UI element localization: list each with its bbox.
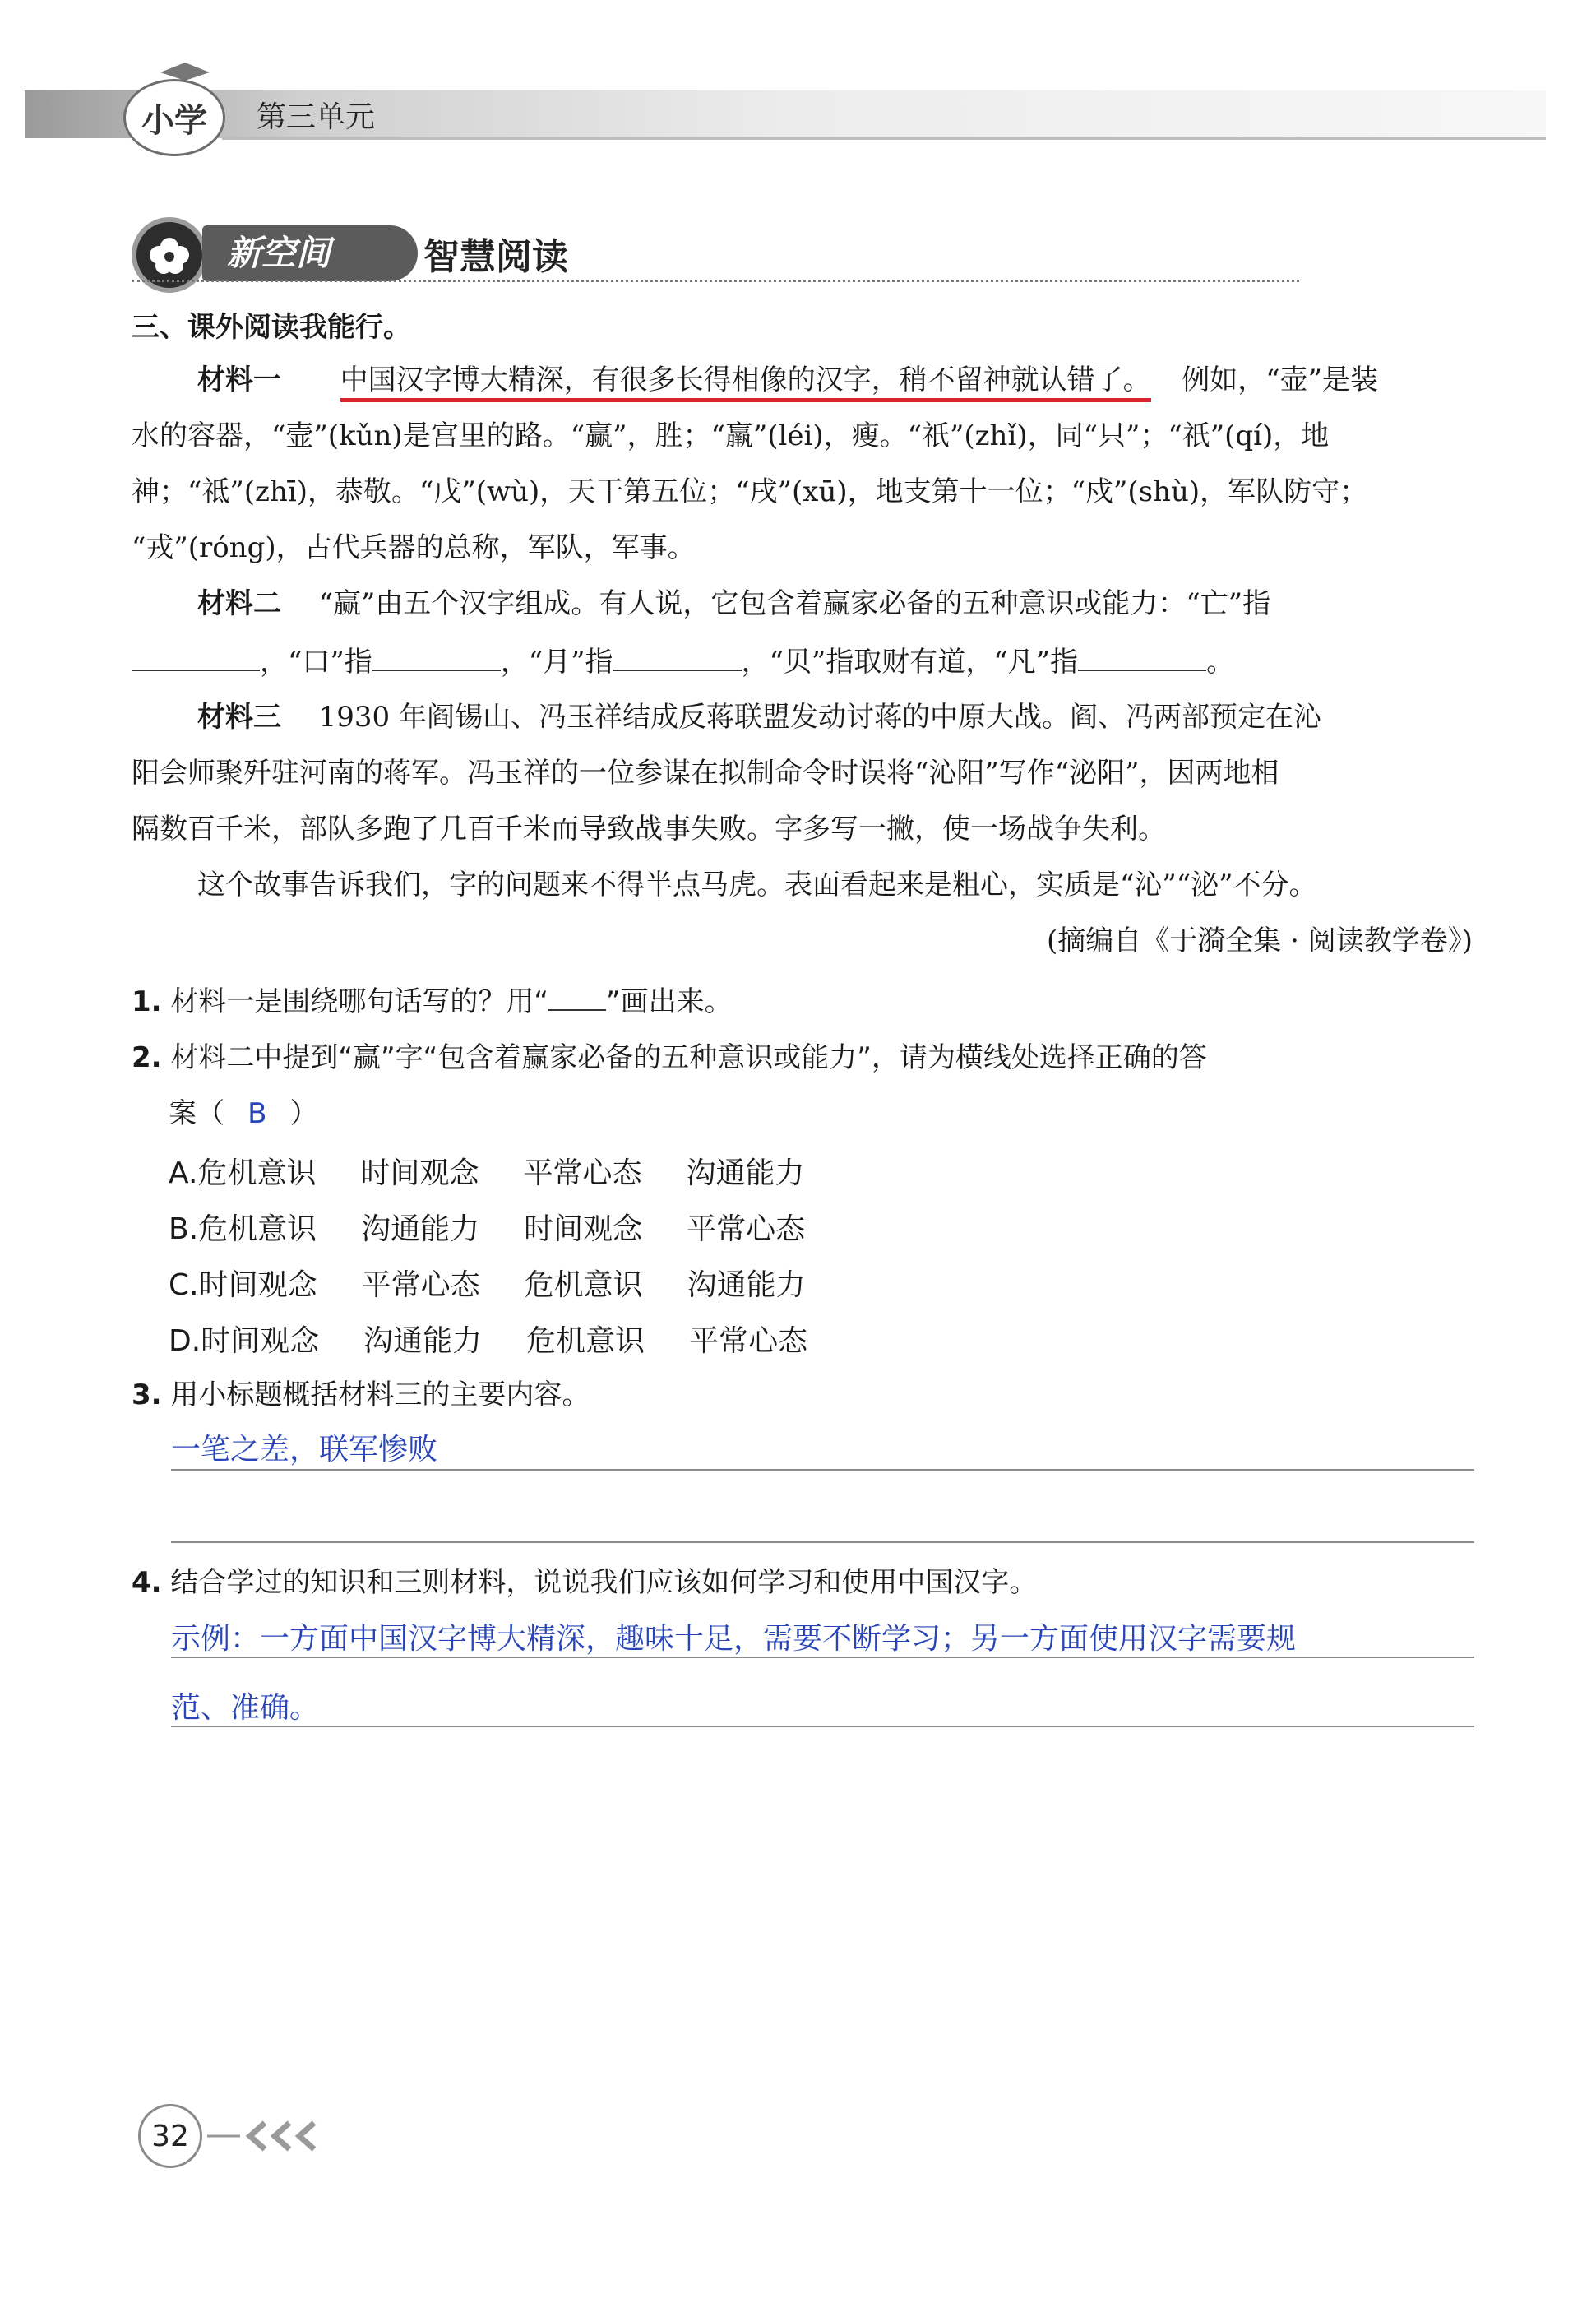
q4-answer-line2[interactable]: 范、准确。 (171, 1691, 320, 1725)
q2-line1: 材料二中提到“赢”字“包含着赢家必备的五种意识或能力”，请为横线处选择正确的答 (170, 1041, 1207, 1074)
material2-line1 (197, 586, 1270, 622)
unit-title: 第三单元 (257, 100, 376, 134)
q3-number: 3. (132, 1379, 162, 1411)
material3-line4: 这个故事告诉我们，字的问题来不得半点马虎。表面看起来是粗心，实质是“沁”“泌”不分。 (197, 869, 1317, 901)
q4-text: 结合学过的知识和三则材料，说说我们应该如何学习和使用中国汉字。 (170, 1566, 1038, 1599)
q4-answer-line1[interactable]: 示例：一方面中国汉字博大精深，趣味十足，需要不断学习；另一方面使用汉字需要规 (171, 1622, 1297, 1656)
material3-line2: 阳会师聚歼驻河南的蒋军。冯玉祥的一位参谋在拟制命令时误将“沁阳”写作“泌阳”，因两地相 (132, 757, 1279, 790)
material1-key-sentence: 中国汉字博大精深，有很多长得相像的汉字，稍不留神就认错了。 (340, 364, 1151, 402)
q2-option-a[interactable]: A.危机意识 时间观念 平常心态 沟通能力 (169, 1156, 805, 1190)
q4-answer-rule-1 (171, 1657, 1474, 1658)
question-4 (132, 1564, 1037, 1601)
blank-yue[interactable] (613, 642, 742, 671)
section-title: 智慧阅读 (423, 236, 568, 278)
material2-bei: ，“贝”指取财有道，“凡”指 (741, 646, 1079, 679)
task-heading: 三、课外阅读我能行。 (132, 311, 411, 344)
q1-line-sample (548, 986, 606, 1011)
header-rule (222, 137, 1546, 140)
q2-answer[interactable]: B (247, 1097, 267, 1130)
material1-line2: 水的容器，“壸”(kǔn)是宫里的路。“赢”，胜；“羸”(léi)，瘦。“祇”(zhǐ)，同“只”；“祇”(qí)，地 (132, 419, 1330, 452)
blank-kou[interactable] (372, 642, 501, 671)
grade-logo-text: 小学 (141, 101, 207, 140)
material2-yue: ，“月”指 (500, 646, 613, 679)
material1-label: 材料一 (197, 364, 281, 396)
material1-line3: 神；“祗”(zhī)，恭敬。“戊”(wù)，天干第五位；“戌”(xū)，地支第十一位；“戍”(shù)，军队防守； (132, 475, 1368, 508)
material2-kou: ，“口”指 (260, 646, 372, 679)
material1-line1-rest: 例如，“壶”是装 (1182, 364, 1379, 396)
q3-answer-line-2 (171, 1541, 1474, 1543)
q2-line2-a: 案（ (169, 1097, 224, 1130)
material3-line3: 隔数百千米，部队多跑了几百千米而导致战事失败。字多写一撇，使一场战争失利。 (132, 813, 1166, 846)
material1-line4: “戎”(róng)，古代兵器的总称，军队，军事。 (132, 531, 696, 564)
q2-number: 2. (132, 1041, 162, 1074)
blank-wang[interactable] (132, 642, 260, 671)
material1-line1 (197, 362, 1378, 398)
q1-text-a: 材料一是围绕哪句话写的？用“ (170, 985, 549, 1018)
material3-text: 1930 年阎锡山、冯玉祥结成反蒋联盟发动讨蒋的中原大战。阎、冯两部预定在沁 (318, 701, 1321, 734)
q3-answer-line-1 (171, 1469, 1474, 1471)
question-1 (132, 984, 733, 1020)
blank-fan[interactable] (1078, 642, 1206, 671)
material2-text: “赢”由五个汉字组成。有人说，它包含着赢家必备的五种意识或能力：“亡”指 (318, 587, 1271, 620)
grade-logo (123, 79, 225, 156)
q3-text: 用小标题概括材料三的主要内容。 (170, 1379, 590, 1411)
material2-end: 。 (1206, 646, 1235, 679)
q1-text-b: ”画出来。 (606, 985, 733, 1018)
q2-option-b[interactable]: B.危机意识 沟通能力 时间观念 平常心态 (169, 1212, 806, 1246)
material2-label: 材料二 (197, 587, 281, 620)
header-band (25, 90, 1546, 138)
q4-answer-rule-2 (171, 1726, 1474, 1727)
q2-option-d[interactable]: D.时间观念 沟通能力 危机意识 平常心态 (169, 1324, 808, 1358)
material3-line1 (197, 699, 1321, 735)
section-tag: 新空间 (202, 225, 418, 281)
material2-line2 (132, 642, 1234, 680)
q4-number: 4. (132, 1566, 162, 1599)
decorative-arrows-icon (207, 2118, 331, 2154)
q2-answer-line (169, 1096, 318, 1132)
question-3 (132, 1377, 590, 1413)
page-number: 32 (138, 2104, 202, 2168)
q1-number: 1. (132, 985, 162, 1018)
q2-line2-b: ） (289, 1097, 318, 1130)
material3-source: (摘编自《于漪全集 · 阅读教学卷》) (1047, 924, 1473, 957)
q2-option-c[interactable]: C.时间观念 平常心态 危机意识 沟通能力 (169, 1268, 806, 1302)
q3-answer[interactable]: 一笔之差，联军惨败 (171, 1433, 438, 1467)
question-2 (132, 1040, 1207, 1076)
section-divider (132, 280, 1299, 282)
material3-label: 材料三 (197, 701, 281, 734)
